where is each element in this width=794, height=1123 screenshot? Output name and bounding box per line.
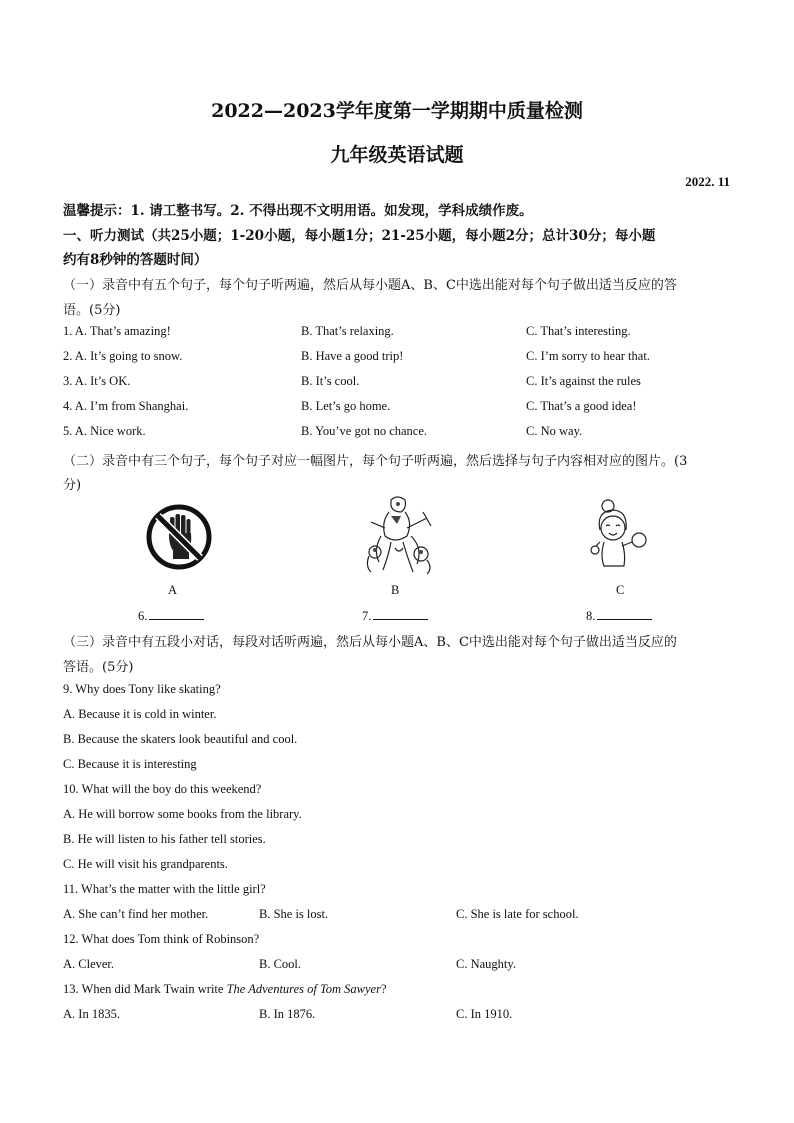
answer-line[interactable] [373, 607, 428, 620]
option-c: C. It’s against the rules [526, 374, 641, 388]
option-c: C. He will visit his grandparents. [63, 857, 228, 871]
question-row [63, 907, 733, 925]
picture-label-b: B [391, 583, 400, 597]
question-row [63, 349, 733, 367]
question-row [63, 957, 733, 975]
option-a: 2. A. It’s going to snow. [63, 349, 183, 363]
section1-heading-line2: 约有8秒钟的答题时间） [63, 252, 208, 268]
option-c: C. No way. [526, 424, 583, 438]
option-b: B. Cool. [259, 957, 302, 971]
part1-instruction-line2: 语。(5分) [63, 303, 121, 318]
question-11: 11. What’s the matter with the little girl? [63, 882, 266, 896]
option-a: A. In 1835. [63, 1007, 120, 1021]
option-a: A. She can’t find her mother. [63, 907, 209, 921]
option-c: C. I’m sorry to hear that. [526, 349, 650, 363]
option-b: B. That’s relaxing. [301, 324, 394, 338]
option-a: A. Because it is cold in winter. [63, 707, 217, 721]
option-c: C. That’s a good idea! [526, 399, 637, 413]
exam-subtitle: 九年级英语试题 [330, 144, 464, 166]
part2-instruction-line2: 分) [63, 478, 82, 493]
part3-instruction-line1: （三）录音中有五段小对话，每段对话听两遍，然后从每小题A、B、C中选出能对每个句子做出适当反应的 [63, 635, 677, 650]
option-c: C. She is late for school. [456, 907, 579, 921]
option-b: B. He will listen to his father tell stories. [63, 832, 266, 846]
book-title: The Adventures of Tom Sawyer [226, 982, 381, 996]
option-b: B. Have a good trip! [301, 349, 404, 363]
option-a: 5. A. Nice work. [63, 424, 146, 438]
section1-heading-line1: 一、听力测试（共25小题；1-20小题，每小题1分；21-25小题，每小题2分；总计30分；每小题 [63, 228, 656, 244]
picture-label-a: A [168, 583, 178, 597]
option-c: C. In 1910. [456, 1007, 513, 1021]
option-a: 3. A. It’s OK. [63, 374, 131, 388]
answer-line[interactable] [149, 607, 204, 620]
blank-number: 6. [138, 609, 148, 623]
option-b: B. She is lost. [259, 907, 329, 921]
question-row [63, 374, 733, 392]
monkey-king-illustration [361, 492, 437, 576]
question-13 [63, 982, 387, 997]
answer-blank-7[interactable] [362, 607, 428, 624]
part1-instruction-line1: （一）录音中有五个句子，每个句子听两遍，然后从每小题A、B、C中选出能对每个句子做出适当反应的答 [63, 278, 677, 293]
part3-instruction-line2: 答语。(5分) [63, 660, 134, 675]
question-row [63, 424, 733, 442]
question-row [63, 1007, 733, 1025]
question-row [63, 324, 733, 342]
option-c: C. Because it is interesting [63, 757, 197, 771]
question-13-text: 13. When did Mark Twain write [63, 982, 227, 996]
blank-number: 7. [362, 609, 372, 623]
notice: 温馨提示：1. 请工整书写。2. 不得出现不文明用语。如发现，学科成绩作废。 [63, 203, 533, 219]
answer-blank-8[interactable] [586, 607, 652, 624]
option-b: B. Let’s go home. [301, 399, 391, 413]
question-mark: ? [380, 982, 387, 996]
question-9: 9. Why does Tony like skating? [63, 682, 221, 696]
exam-date: 2022. 11 [685, 174, 730, 189]
exam-title: 2022—2023学年度第一学期期中质量检测 [211, 100, 583, 122]
option-c: C. That’s interesting. [526, 324, 631, 338]
option-b: B. It’s cool. [301, 374, 360, 388]
picture-label-c: C [616, 583, 625, 597]
blank-number: 8. [586, 609, 596, 623]
option-a: 4. A. I’m from Shanghai. [63, 399, 189, 413]
question-12: 12. What does Tom think of Robinson? [63, 932, 260, 946]
option-b: B. In 1876. [259, 1007, 316, 1021]
option-b: B. Because the skaters look beautiful and cool. [63, 732, 298, 746]
option-c: C. Naughty. [456, 957, 516, 971]
option-b: B. You’ve got no chance. [301, 424, 428, 438]
question-10: 10. What will the boy do this weekend? [63, 782, 262, 796]
option-a: 1. A. That’s amazing! [63, 324, 171, 338]
option-a: A. Clever. [63, 957, 115, 971]
option-a: A. He will borrow some books from the library. [63, 807, 302, 821]
answer-blank-6[interactable] [138, 607, 204, 624]
question-row [63, 399, 733, 417]
no-touching-icon [145, 503, 213, 571]
part2-instruction-line1: （二）录音中有三个句子，每个句子对应一幅图片，每个句子听两遍，然后选择与句子内容相对应的图片。(3 [63, 454, 688, 469]
girl-cartoon [590, 498, 652, 570]
answer-line[interactable] [597, 607, 652, 620]
